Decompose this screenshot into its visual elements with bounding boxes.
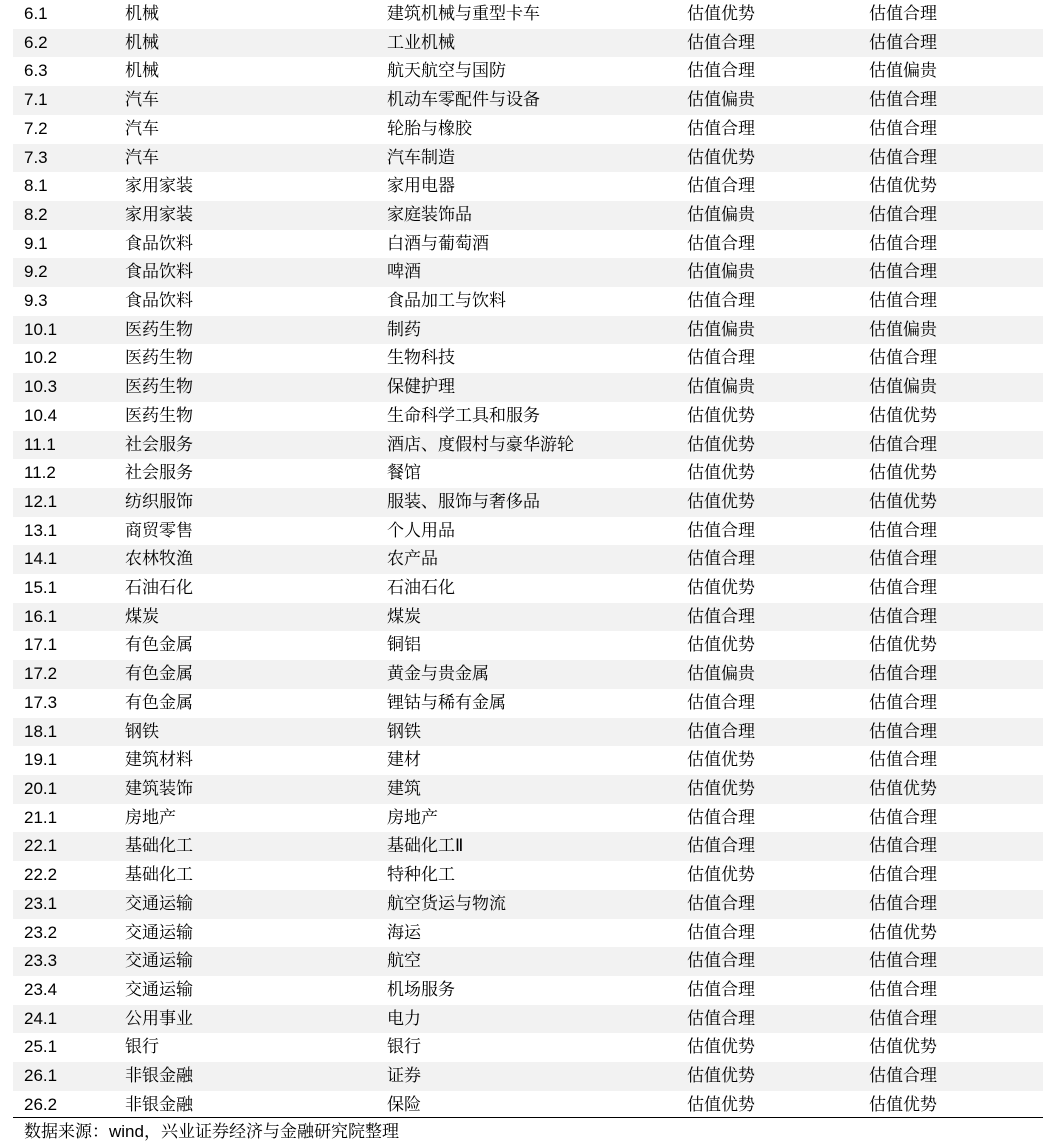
sub-industry-cell: 酒店、度假村与豪华游轮 [387, 434, 574, 454]
source-note: 数据来源：wind，兴业证券经济与金融研究院整理 [24, 1122, 399, 1141]
row-index-cell: 9.1 [24, 233, 48, 253]
sector-cell: 有色金属 [125, 664, 193, 684]
table-row [13, 57, 1043, 86]
valuation-status-1-cell: 估值优势 [687, 434, 755, 454]
table-row [13, 431, 1043, 460]
row-index-cell: 8.1 [24, 176, 48, 196]
valuation-status-2-cell: 估值合理 [869, 951, 937, 971]
valuation-status-2-cell: 估值合理 [869, 520, 937, 540]
table-row [13, 1091, 1043, 1120]
valuation-status-1-cell: 估值偏贵 [687, 377, 755, 397]
table-row [13, 1062, 1043, 1091]
valuation-status-2-cell: 估值合理 [869, 262, 937, 282]
row-index-cell: 10.3 [24, 377, 58, 397]
table-row [13, 804, 1043, 833]
valuation-status-2-cell: 估值合理 [869, 721, 937, 741]
row-index-cell: 12.1 [24, 491, 58, 511]
table-row [13, 976, 1043, 1005]
table-row [13, 459, 1043, 488]
row-index-cell: 10.1 [24, 319, 58, 339]
row-index-cell: 17.1 [24, 635, 58, 655]
valuation-status-2-cell: 估值偏贵 [869, 377, 937, 397]
sub-industry-cell: 保险 [387, 1094, 421, 1114]
row-index-cell: 17.3 [24, 692, 58, 712]
sector-cell: 医药生物 [125, 405, 193, 425]
sub-industry-cell: 锂钴与稀有金属 [387, 692, 506, 712]
sub-industry-cell: 石油石化 [387, 578, 455, 598]
table-row [13, 832, 1043, 861]
row-index-cell: 26.2 [24, 1094, 58, 1114]
row-index-cell: 11.2 [24, 463, 56, 483]
valuation-status-1-cell: 估值合理 [687, 922, 755, 942]
sub-industry-cell: 钢铁 [387, 721, 421, 741]
valuation-status-2-cell: 估值优势 [869, 922, 937, 942]
valuation-status-2-cell: 估值合理 [869, 664, 937, 684]
valuation-status-2-cell: 估值优势 [869, 176, 937, 196]
sector-cell: 银行 [125, 1037, 159, 1057]
table-row [13, 775, 1043, 804]
table-row [13, 718, 1043, 747]
sub-industry-cell: 个人用品 [387, 520, 455, 540]
sector-cell: 基础化工 [125, 865, 193, 885]
table-row [13, 29, 1043, 58]
valuation-status-2-cell: 估值合理 [869, 1008, 937, 1028]
table-row [13, 1005, 1043, 1034]
valuation-status-1-cell: 估值偏贵 [687, 664, 755, 684]
sub-industry-cell: 保健护理 [387, 377, 455, 397]
valuation-status-1-cell: 估值优势 [687, 1094, 755, 1114]
valuation-status-1-cell: 估值优势 [687, 405, 755, 425]
sector-cell: 农林牧渔 [125, 549, 193, 569]
valuation-status-1-cell: 估值合理 [687, 118, 755, 138]
table-row [13, 890, 1043, 919]
valuation-status-1-cell: 估值优势 [687, 778, 755, 798]
sector-cell: 石油石化 [125, 578, 193, 598]
sector-cell: 医药生物 [125, 377, 193, 397]
table-row [13, 660, 1043, 689]
sector-cell: 非银金融 [125, 1094, 193, 1114]
row-index-cell: 22.1 [24, 836, 58, 856]
valuation-status-1-cell: 估值合理 [687, 606, 755, 626]
table-row [13, 144, 1043, 173]
row-index-cell: 10.4 [24, 405, 58, 425]
valuation-status-2-cell: 估值合理 [869, 692, 937, 712]
sector-cell: 钢铁 [125, 721, 159, 741]
row-index-cell: 19.1 [24, 750, 58, 770]
valuation-status-2-cell: 估值合理 [869, 233, 937, 253]
row-index-cell: 22.2 [24, 865, 58, 885]
valuation-status-1-cell: 估值合理 [687, 893, 755, 913]
table-row [13, 316, 1043, 345]
valuation-status-2-cell: 估值合理 [869, 1066, 937, 1086]
row-index-cell: 23.4 [24, 979, 58, 999]
valuation-status-2-cell: 估值偏贵 [869, 319, 937, 339]
valuation-status-2-cell: 估值优势 [869, 463, 937, 483]
sub-industry-cell: 农产品 [387, 549, 438, 569]
row-index-cell: 9.2 [24, 262, 48, 282]
table-row [13, 344, 1043, 373]
sub-industry-cell: 轮胎与橡胶 [387, 118, 472, 138]
sub-industry-cell: 基础化工Ⅱ [387, 836, 464, 856]
sector-cell: 交通运输 [125, 979, 193, 999]
sub-industry-cell: 建筑 [387, 778, 421, 798]
sub-industry-cell: 生命科学工具和服务 [387, 405, 540, 425]
valuation-status-1-cell: 估值合理 [687, 1008, 755, 1028]
table-row [13, 201, 1043, 230]
valuation-status-1-cell: 估值优势 [687, 578, 755, 598]
sector-cell: 医药生物 [125, 348, 193, 368]
table-row [13, 0, 1043, 29]
sub-industry-cell: 房地产 [387, 807, 438, 827]
row-index-cell: 6.2 [24, 32, 48, 52]
valuation-status-2-cell: 估值合理 [869, 204, 937, 224]
row-index-cell: 6.3 [24, 61, 48, 81]
valuation-status-1-cell: 估值合理 [687, 291, 755, 311]
sector-cell: 公用事业 [125, 1008, 193, 1028]
table-row [13, 947, 1043, 976]
sector-cell: 有色金属 [125, 692, 193, 712]
valuation-status-2-cell: 估值合理 [869, 606, 937, 626]
sub-industry-cell: 银行 [387, 1037, 421, 1057]
valuation-status-1-cell: 估值偏贵 [687, 319, 755, 339]
row-index-cell: 13.1 [24, 520, 58, 540]
sector-cell: 基础化工 [125, 836, 193, 856]
valuation-status-1-cell: 估值合理 [687, 836, 755, 856]
sector-cell: 非银金融 [125, 1066, 193, 1086]
valuation-status-1-cell: 估值合理 [687, 176, 755, 196]
valuation-status-1-cell: 估值偏贵 [687, 90, 755, 110]
sub-industry-cell: 服装、服饰与奢侈品 [387, 491, 540, 511]
valuation-status-2-cell: 估值合理 [869, 90, 937, 110]
sector-cell: 医药生物 [125, 319, 193, 339]
table-row [13, 287, 1043, 316]
valuation-status-2-cell: 估值偏贵 [869, 61, 937, 81]
sector-cell: 有色金属 [125, 635, 193, 655]
sector-cell: 机械 [125, 4, 159, 23]
valuation-status-1-cell: 估值优势 [687, 491, 755, 511]
valuation-status-1-cell: 估值偏贵 [687, 262, 755, 282]
valuation-status-1-cell: 估值合理 [687, 721, 755, 741]
valuation-status-2-cell: 估值合理 [869, 147, 937, 167]
valuation-status-2-cell: 估值优势 [869, 405, 937, 425]
row-index-cell: 14.1 [24, 549, 58, 569]
valuation-status-1-cell: 估值合理 [687, 348, 755, 368]
sector-cell: 机械 [125, 32, 159, 52]
valuation-status-1-cell: 估值合理 [687, 520, 755, 540]
sub-industry-cell: 证券 [387, 1066, 421, 1086]
valuation-status-1-cell: 估值优势 [687, 463, 755, 483]
sector-cell: 机械 [125, 61, 159, 81]
row-index-cell: 18.1 [24, 721, 58, 741]
valuation-status-1-cell: 估值合理 [687, 32, 755, 52]
table-row [13, 861, 1043, 890]
table-row [13, 631, 1043, 660]
valuation-status-1-cell: 估值合理 [687, 807, 755, 827]
valuation-status-2-cell: 估值合理 [869, 118, 937, 138]
sub-industry-cell: 建材 [387, 750, 421, 770]
table-row [13, 258, 1043, 287]
valuation-status-1-cell: 估值合理 [687, 61, 755, 81]
valuation-status-1-cell: 估值优势 [687, 635, 755, 655]
sub-industry-cell: 煤炭 [387, 606, 421, 626]
sub-industry-cell: 白酒与葡萄酒 [387, 233, 489, 253]
sector-cell: 商贸零售 [125, 520, 193, 540]
row-index-cell: 21.1 [24, 807, 58, 827]
row-index-cell: 15.1 [24, 578, 58, 598]
sub-industry-cell: 电力 [387, 1008, 421, 1028]
sub-industry-cell: 航空货运与物流 [387, 893, 506, 913]
sub-industry-cell: 航天航空与国防 [387, 61, 506, 81]
sub-industry-cell: 建筑机械与重型卡车 [387, 4, 540, 23]
table-row [13, 172, 1043, 201]
valuation-status-2-cell: 估值优势 [869, 1037, 937, 1057]
table-body [13, 0, 1043, 1119]
valuation-status-2-cell: 估值合理 [869, 4, 937, 23]
valuation-status-1-cell: 估值合理 [687, 549, 755, 569]
row-index-cell: 24.1 [24, 1008, 58, 1028]
table-row [13, 919, 1043, 948]
sector-cell: 汽车 [125, 118, 159, 138]
table-row [13, 1033, 1043, 1062]
sector-cell: 社会服务 [125, 463, 193, 483]
table-row [13, 373, 1043, 402]
row-index-cell: 26.1 [24, 1066, 58, 1086]
valuation-status-2-cell: 估值合理 [869, 32, 937, 52]
valuation-status-1-cell: 估值合理 [687, 233, 755, 253]
sub-industry-cell: 机场服务 [387, 979, 455, 999]
row-index-cell: 20.1 [24, 778, 58, 798]
row-index-cell: 8.2 [24, 204, 48, 224]
sector-cell: 建筑材料 [125, 750, 193, 770]
row-index-cell: 7.3 [24, 147, 48, 167]
valuation-status-1-cell: 估值合理 [687, 951, 755, 971]
table-row [13, 115, 1043, 144]
sub-industry-cell: 黄金与贵金属 [387, 664, 489, 684]
table-row [13, 746, 1043, 775]
table-row [13, 488, 1043, 517]
valuation-status-1-cell: 估值优势 [687, 750, 755, 770]
row-index-cell: 23.3 [24, 951, 58, 971]
table-row [13, 230, 1043, 259]
table-row [13, 689, 1043, 718]
sub-industry-cell: 特种化工 [387, 865, 455, 885]
valuation-status-2-cell: 估值合理 [869, 979, 937, 999]
valuation-status-2-cell: 估值合理 [869, 750, 937, 770]
table-row [13, 86, 1043, 115]
table-row [13, 517, 1043, 546]
row-index-cell: 11.1 [24, 434, 56, 454]
valuation-status-2-cell: 估值合理 [869, 549, 937, 569]
valuation-status-1-cell: 估值优势 [687, 4, 755, 23]
table-bottom-rule [13, 1117, 1043, 1118]
sub-industry-cell: 制药 [387, 319, 421, 339]
sector-cell: 食品饮料 [125, 233, 193, 253]
row-index-cell: 25.1 [24, 1037, 58, 1057]
sub-industry-cell: 生物科技 [387, 348, 455, 368]
sector-cell: 社会服务 [125, 434, 193, 454]
valuation-status-2-cell: 估值合理 [869, 348, 937, 368]
row-index-cell: 7.2 [24, 118, 48, 138]
sector-cell: 煤炭 [125, 606, 159, 626]
sector-cell: 家用家装 [125, 204, 193, 224]
row-index-cell: 23.2 [24, 922, 58, 942]
valuation-status-2-cell: 估值合理 [869, 578, 937, 598]
valuation-status-1-cell: 估值合理 [687, 979, 755, 999]
row-index-cell: 7.1 [24, 90, 48, 110]
valuation-status-1-cell: 估值合理 [687, 692, 755, 712]
sub-industry-cell: 机动车零配件与设备 [387, 90, 540, 110]
sector-cell: 汽车 [125, 147, 159, 167]
row-index-cell: 9.3 [24, 291, 48, 311]
row-index-cell: 16.1 [24, 606, 58, 626]
valuation-status-1-cell: 估值优势 [687, 147, 755, 167]
valuation-status-2-cell: 估值合理 [869, 291, 937, 311]
sector-cell: 建筑装饰 [125, 778, 193, 798]
sector-cell: 交通运输 [125, 951, 193, 971]
table-row [13, 574, 1043, 603]
row-index-cell: 10.2 [24, 348, 58, 368]
row-index-cell: 23.1 [24, 893, 58, 913]
sub-industry-cell: 家用电器 [387, 176, 455, 196]
valuation-status-1-cell: 估值优势 [687, 1037, 755, 1057]
row-index-cell: 17.2 [24, 664, 58, 684]
sub-industry-cell: 工业机械 [387, 32, 455, 52]
sub-industry-cell: 啤酒 [387, 262, 421, 282]
sector-cell: 房地产 [125, 807, 176, 827]
valuation-status-2-cell: 估值优势 [869, 778, 937, 798]
table-row [13, 545, 1043, 574]
valuation-status-2-cell: 估值优势 [869, 635, 937, 655]
sector-cell: 食品饮料 [125, 291, 193, 311]
sub-industry-cell: 家庭装饰品 [387, 204, 472, 224]
valuation-status-2-cell: 估值合理 [869, 865, 937, 885]
sector-cell: 家用家装 [125, 176, 193, 196]
valuation-status-1-cell: 估值优势 [687, 1066, 755, 1086]
sub-industry-cell: 铜铝 [387, 635, 421, 655]
sub-industry-cell: 食品加工与饮料 [387, 291, 506, 311]
valuation-status-1-cell: 估值偏贵 [687, 204, 755, 224]
sub-industry-cell: 汽车制造 [387, 147, 455, 167]
valuation-table [13, 0, 1043, 1119]
valuation-status-2-cell: 估值优势 [869, 491, 937, 511]
sector-cell: 汽车 [125, 90, 159, 110]
sector-cell: 纺织服饰 [125, 491, 193, 511]
sector-cell: 食品饮料 [125, 262, 193, 282]
sector-cell: 交通运输 [125, 893, 193, 913]
valuation-status-2-cell: 估值合理 [869, 434, 937, 454]
row-index-cell: 6.1 [24, 4, 48, 23]
sub-industry-cell: 海运 [387, 922, 421, 942]
valuation-status-2-cell: 估值合理 [869, 836, 937, 856]
sub-industry-cell: 航空 [387, 951, 421, 971]
table-row [13, 402, 1043, 431]
valuation-status-2-cell: 估值合理 [869, 893, 937, 913]
sub-industry-cell: 餐馆 [387, 463, 421, 483]
sector-cell: 交通运输 [125, 922, 193, 942]
valuation-status-2-cell: 估值合理 [869, 807, 937, 827]
valuation-status-2-cell: 估值优势 [869, 1094, 937, 1114]
table-row [13, 603, 1043, 632]
valuation-status-1-cell: 估值优势 [687, 865, 755, 885]
